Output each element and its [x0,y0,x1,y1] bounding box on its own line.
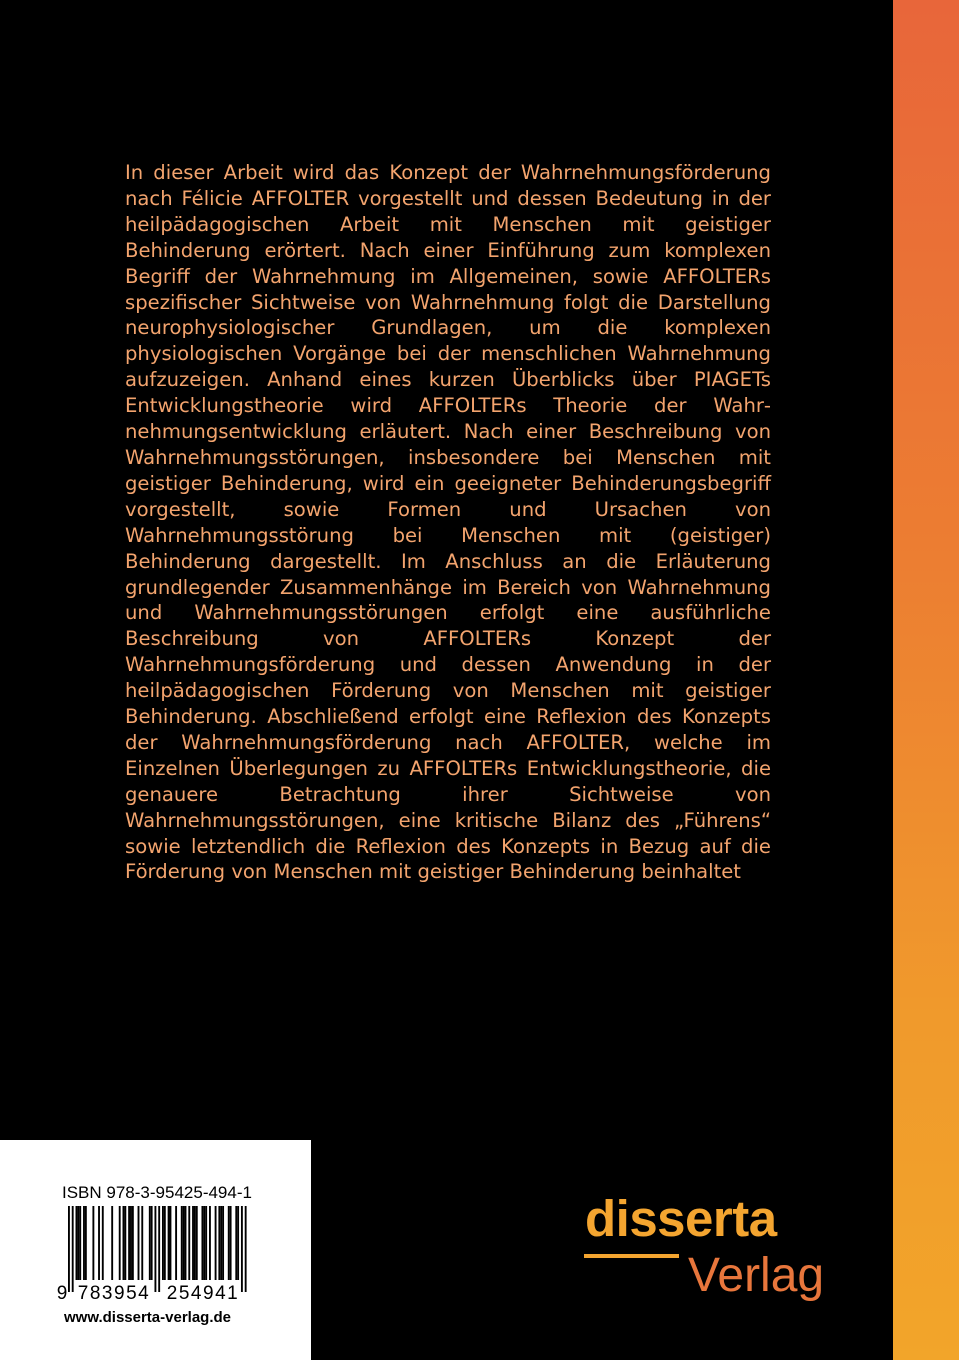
barcode-bar [205,1206,207,1280]
barcode-bar [245,1206,247,1292]
barcode-bar [128,1206,130,1280]
barcode-bar [181,1206,183,1280]
publisher-logo-verlag: Verlag [688,1249,825,1302]
barcode-bar [85,1206,87,1280]
barcode-bar [185,1206,187,1280]
barcode-bar [132,1206,134,1280]
barcode-digits-left: 783954 [77,1283,151,1304]
barcode-bar [138,1206,140,1280]
isbn-label: ISBN 978-3-95425-494-1 [62,1183,252,1202]
barcode-bar [124,1206,126,1280]
barcode-bar [188,1206,190,1280]
barcode-bar [241,1206,243,1292]
barcode-bar [220,1206,222,1280]
barcode-bars [68,1206,247,1292]
barcode-bar [215,1206,217,1280]
barcode-bar [203,1206,205,1280]
barcode-digit-first: 9 [56,1283,68,1304]
barcode-bar [183,1206,185,1280]
barcode-bar [68,1206,70,1292]
barcode-bar [151,1206,153,1280]
barcode-bar [76,1206,78,1280]
barcode-bar [102,1206,104,1280]
barcode-bar [158,1206,160,1292]
barcode-bar [162,1206,164,1280]
barcode-bar [218,1206,220,1280]
publisher-website: www.disserta-verlag.de [64,1309,232,1326]
barcode-bar [92,1206,94,1280]
barcode-bar [119,1206,121,1280]
barcode-bar [237,1206,239,1280]
barcode-bar [83,1206,85,1280]
barcode-bar [149,1206,151,1280]
barcode-bar [77,1206,79,1280]
barcode-bar [111,1206,113,1280]
barcode-bar [170,1206,172,1280]
barcode-bar [235,1206,237,1280]
barcode-bar [79,1206,81,1280]
barcode-bar [201,1206,203,1280]
publisher-logo-disserta: disserta [585,1190,777,1247]
barcode-bar [209,1206,211,1280]
barcode-bar [164,1206,166,1280]
barcode-bar [123,1206,125,1280]
barcode-bar [194,1206,196,1280]
barcode-bar [175,1206,177,1280]
publisher-logo-rule [584,1254,679,1258]
barcode-bar [222,1206,224,1280]
barcode-bar [168,1206,170,1280]
barcode-bar [192,1206,194,1280]
barcode-bar [141,1206,143,1280]
barcode-bar [72,1206,74,1292]
barcode-bar [228,1206,230,1280]
barcode-bar [130,1206,132,1280]
barcode-bar [230,1206,232,1280]
spine-gradient-strip [893,0,959,1360]
barcode-bar [196,1206,198,1280]
isbn-barcode [58,1206,258,1302]
blurb-text: In dieser Arbeit wird das Konzept der Wahrnehmungsförderung nach Félicie AFFOLTER vorgestellt und dessen Bedeutung in der heilpädagogischen Arbeit mit Menschen mit geistiger Behinderung erörtert. Nach einer Einführung zum komplexen Begriff der Wahrnehmung im Allgemeinen, sowie AFFOLTERs spezifischer Sichtweise von Wahrnehmung folgt die Darstellung neurophysiologischer Grundlagen, um die komplexen physiologischen Vorgänge bei der menschlichen Wahrnehmung aufzuzeigen. Anhand eines kurzen Überblicks über PIAGETs Entwicklungstheorie wird AFFOLTERs Theorie der Wahrnehmungsentwicklung erläutert. Nach einer Beschreibung von Wahrnehmungsstörungen, insbesondere bei Menschen mit geistiger Behinderung, wird ein geeigneter Behinderungsbegriff vorgestellt, sowie Formen und Ursachen von Wahrnehmungsstörung bei Menschen mit (geistiger) Behinderung dargestellt. Im Anschluss an die Erläuterung grundlegender Zusammenhänge im Bereich von Wahrnehmung und Wahrnehmungsstörungen erfolgt eine ausführliche Beschreibung von AFFOLTERs Konzept der Wahrnehmungsförderung und dessen Anwendung in der heilpädagogischen Förderung von Menschen mit geistiger Behinderung. Abschließend erfolgt eine Reflexion des Konzepts der Wahrnehmungsförderung nach AFFOLTER, welche im Einzelnen Überlegungen zu AFFOLTERs Entwicklungstheorie, die genauere Betrachtung ihrer Sichtweise von Wahrnehmungsstörungen, eine kritische Bilanz des „Führens“ sowie letztendlich die Reflexion des Konzepts in Bezug auf die Förderung von Menschen mit geistiger Behinderung beinhaltet [125,161,771,884]
barcode-bar [154,1206,156,1292]
barcode-bar [98,1206,100,1280]
barcode-digits-right: 254941 [166,1283,240,1304]
